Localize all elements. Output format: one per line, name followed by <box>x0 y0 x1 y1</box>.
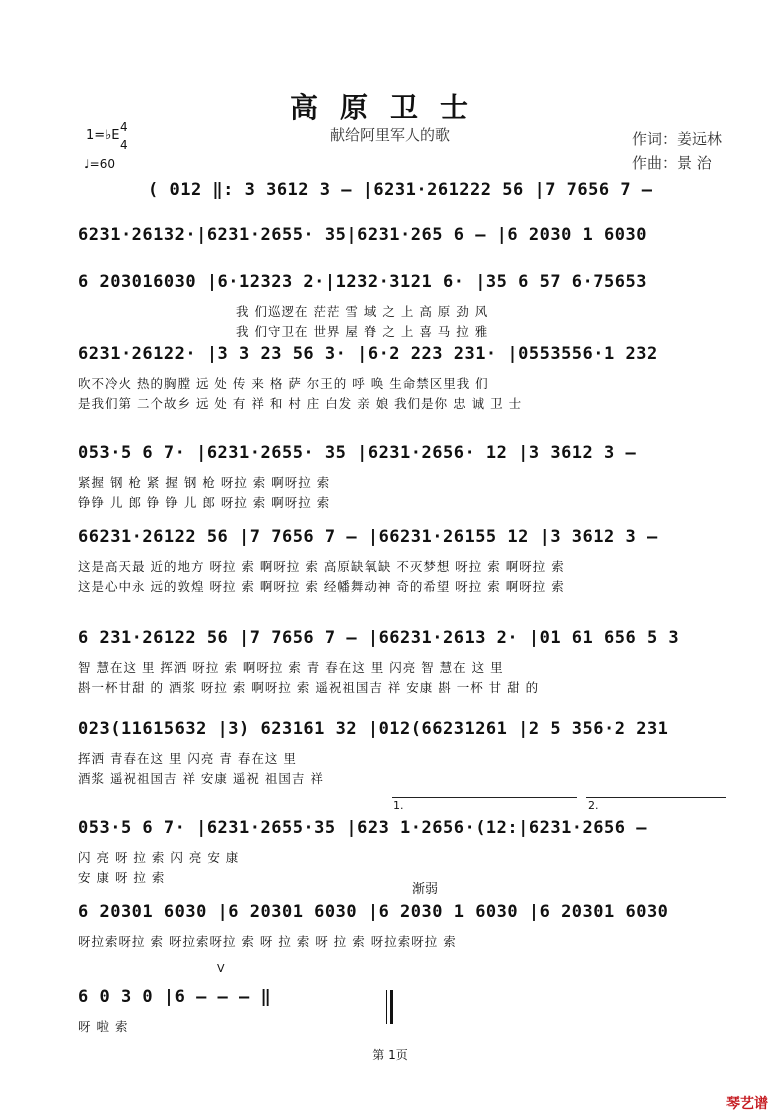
lyric-line: 斟一杯甘甜 的 酒浆 呀拉 索 啊呀拉 索 遥祝祖国吉 祥 安康 斟 一杯 甘 甜 的 <box>78 680 540 695</box>
lyricist-credit: 作词：姜远林 <box>632 130 723 148</box>
lyric-line: 我 们守卫在 世界 屋 脊 之 上 喜 马 拉 雅 <box>236 324 489 339</box>
notation-line: 66231·26122 56 |7 7656 7 – |66231·26155 12 |3 3612 3 – <box>78 527 658 547</box>
key-signature: 1=♭E <box>86 128 120 143</box>
lyric-line: 这是高天最 近的地方 呀拉 索 啊呀拉 索 高原缺氧缺 不灭梦想 呀拉 索 啊呀拉 索 <box>78 559 565 574</box>
composer-credit: 作曲：景 治 <box>632 154 712 172</box>
lyric-line: 智 慧在这 里 挥洒 呀拉 索 啊呀拉 索 青 春在这 里 闪亮 智 慧在 这 里 <box>78 660 504 675</box>
lyric-line: 呀拉索呀拉 索 呀拉索呀拉 索 呀 拉 索 呀 拉 索 呀拉索呀拉 索 <box>78 934 457 949</box>
notation-line: 6231·26122· |3 3 23 56 3· |6·2 223 231· |0553556·1 232 <box>78 344 658 364</box>
final-barline-thick <box>390 990 393 1024</box>
lyric-line: 酒浆 遥祝祖国吉 祥 安康 遥祝 祖国吉 祥 <box>78 771 324 786</box>
lyric-line: 是我们第 二个故乡 远 处 有 祥 和 村 庄 白发 亲 娘 我们是你 忠 诚 卫 士 <box>78 396 523 411</box>
time-signature-bottom: 4 <box>120 138 128 152</box>
notation-line: 053·5 6 7· |6231·2655· 35 |6231·2656· 12 |3 3612 3 – <box>78 443 637 463</box>
notation-line: ( 012 ‖: 3 3612 3 – |6231·261222 56 |7 7656 7 – <box>148 180 653 200</box>
lyric-line: 安 康 呀 拉 索 <box>78 870 166 885</box>
second-ending-label: 2. <box>588 799 599 812</box>
lyric-line: 这是心中永 远的敦煌 呀拉 索 啊呀拉 索 经幡舞动神 奇的希望 呀拉 索 啊呀拉 索 <box>78 579 565 594</box>
lyric-line: 呀 啦 索 <box>78 1019 129 1034</box>
page-number: 第 1页 <box>372 1048 408 1062</box>
first-ending-label: 1. <box>393 799 404 812</box>
notation-line: 6 20301 6030 |6 20301 6030 |6 2030 1 6030 |6 20301 6030 <box>78 902 669 922</box>
notation-line: 023(11615632 |3) 623161 32 |012(66231261 |2 5 356·2 231 <box>78 719 669 739</box>
lyric-line: 挥洒 青春在这 里 闪亮 青 春在这 里 <box>78 751 297 766</box>
lyric-line: 闪 亮 呀 拉 索 闪 亮 安 康 <box>78 850 240 865</box>
diminuendo-marking: 渐弱 <box>412 882 439 897</box>
lyric-line: 吹不冷火 热的胸膛 远 处 传 来 格 萨 尔王的 呼 唤 生命禁区里我 们 <box>78 376 489 391</box>
first-ending-bracket <box>392 797 577 798</box>
notation-line: 6231·26132·|6231·2655· 35|6231·265 6 – |6 2030 1 6030 <box>78 225 647 245</box>
final-barline-thin <box>386 990 387 1024</box>
notation-line: 053·5 6 7· |6231·2655·35 |623 1·2656·(12:|6231·2656 – <box>78 818 647 838</box>
site-logo: 琴艺谱 <box>726 1096 768 1112</box>
notation-line: 6 203016030 |6·12323 2·|1232·3121 6· |35 6 57 6·75653 <box>78 272 647 292</box>
second-ending-bracket <box>586 797 726 798</box>
lyric-line: 铮铮 儿 郎 铮 铮 儿 郎 呀拉 索 啊呀拉 索 <box>78 495 331 510</box>
tempo-marking: ♩=60 <box>84 157 115 171</box>
song-title: 高原卫士 <box>289 91 490 124</box>
breath-mark: V <box>217 962 225 975</box>
notation-line: 6 231·26122 56 |7 7656 7 – |66231·2613 2· |01 61 656 5 3 <box>78 628 680 648</box>
song-subtitle: 献给阿里军人的歌 <box>329 126 450 144</box>
time-signature-top: 4 <box>120 120 128 134</box>
lyric-line: 紧握 钢 枪 紧 握 钢 枪 呀拉 索 啊呀拉 索 <box>78 475 331 490</box>
lyric-line: 我 们巡逻在 茫茫 雪 域 之 上 高 原 劲 风 <box>236 304 489 319</box>
notation-line: 6 0 3 0 |6 – – – ‖ <box>78 987 272 1007</box>
